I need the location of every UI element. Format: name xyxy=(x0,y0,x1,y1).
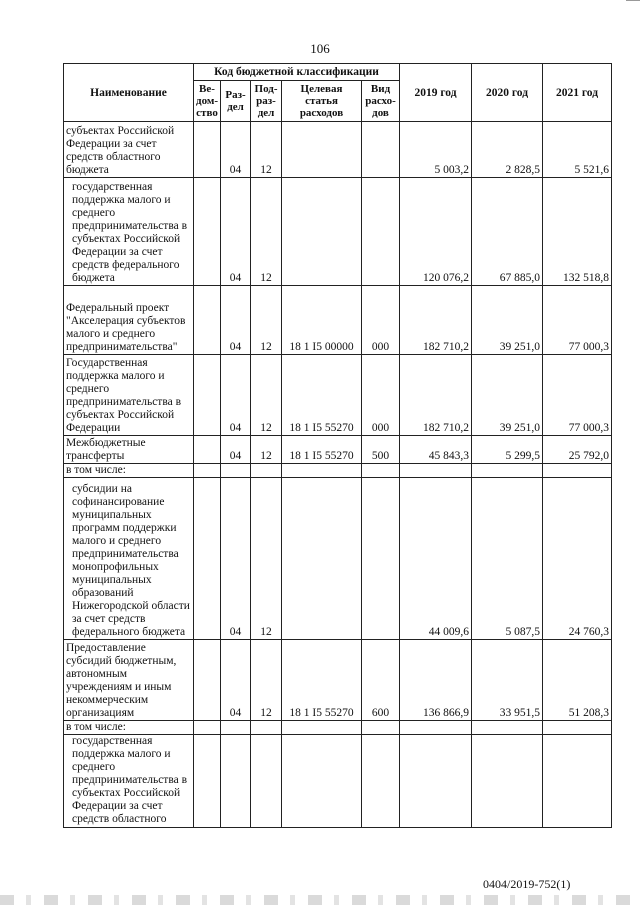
row-2021: 25 792,0 xyxy=(543,436,612,464)
row-target xyxy=(282,178,362,286)
row-2020: 2 828,5 xyxy=(472,122,543,178)
row-vedomstvo xyxy=(194,122,221,178)
row-razdel xyxy=(221,721,251,735)
row-razdel xyxy=(221,464,251,478)
row-vid xyxy=(362,735,400,828)
row-2020: 67 885,0 xyxy=(472,178,543,286)
row-podrazdel: 12 xyxy=(251,436,282,464)
budget-code-header: Код бюджетной классификации xyxy=(194,64,400,81)
row-name: Межбюджетные трансферты xyxy=(64,436,194,464)
row-vid: 000 xyxy=(362,286,400,355)
row-2021: 5 521,6 xyxy=(543,122,612,178)
expense-type-header: Вид расхо- дов xyxy=(362,81,400,122)
row-razdel: 04 xyxy=(221,355,251,436)
table-row xyxy=(64,478,612,640)
row-target: 18 1 I5 55270 xyxy=(282,640,362,721)
row-podrazdel: 12 xyxy=(251,640,282,721)
table-row xyxy=(64,355,612,436)
name-column-header: Наименование xyxy=(64,64,194,122)
row-razdel: 04 xyxy=(221,640,251,721)
row-2019: 45 843,3 xyxy=(400,436,472,464)
row-vedomstvo xyxy=(194,721,221,735)
row-razdel: 04 xyxy=(221,478,251,640)
table-row xyxy=(64,721,612,735)
budget-table xyxy=(63,63,612,828)
row-name: государственная поддержка малого и среднего предпринимательства в субъектах Российской Федерации за счет средств федерального бюджета xyxy=(64,178,194,286)
row-vedomstvo xyxy=(194,178,221,286)
row-2021: 77 000,3 xyxy=(543,355,612,436)
row-2019 xyxy=(400,721,472,735)
row-2021: 51 208,3 xyxy=(543,640,612,721)
podrazdel-header: Под- раз- дел xyxy=(251,81,282,122)
row-vid xyxy=(362,178,400,286)
row-2019: 182 710,2 xyxy=(400,286,472,355)
row-2020: 33 951,5 xyxy=(472,640,543,721)
row-2019: 136 866,9 xyxy=(400,640,472,721)
row-2020: 39 251,0 xyxy=(472,286,543,355)
row-vid xyxy=(362,464,400,478)
row-2019: 44 009,6 xyxy=(400,478,472,640)
row-2019 xyxy=(400,735,472,828)
table-row xyxy=(64,286,612,355)
row-name: в том числе: xyxy=(64,464,194,478)
row-2020: 5 087,5 xyxy=(472,478,543,640)
row-vedomstvo xyxy=(194,735,221,828)
row-2020: 39 251,0 xyxy=(472,355,543,436)
row-vedomstvo xyxy=(194,436,221,464)
scan-artifact-strip xyxy=(0,895,640,905)
row-2019: 5 003,2 xyxy=(400,122,472,178)
row-target: 18 1 I5 00000 xyxy=(282,286,362,355)
row-vedomstvo xyxy=(194,355,221,436)
row-2021 xyxy=(543,464,612,478)
row-vid xyxy=(362,478,400,640)
row-razdel: 04 xyxy=(221,286,251,355)
row-name: Предоставление субсидий бюджетным, автономным учреждениям и иным некоммерческим организациям xyxy=(64,640,194,721)
row-razdel: 04 xyxy=(221,436,251,464)
row-vid: 000 xyxy=(362,355,400,436)
page-number: 106 xyxy=(310,41,330,56)
row-2020 xyxy=(472,464,543,478)
row-vedomstvo xyxy=(194,478,221,640)
row-podrazdel: 12 xyxy=(251,178,282,286)
row-name: государственная поддержка малого и среднего предпринимательства в субъектах Российской Федерации за счет средств областного xyxy=(64,735,194,828)
row-2019: 120 076,2 xyxy=(400,178,472,286)
row-razdel: 04 xyxy=(221,122,251,178)
row-razdel: 04 xyxy=(221,178,251,286)
row-2019 xyxy=(400,464,472,478)
row-name: субъектах Российской Федерации за счет средств областного бюджета xyxy=(64,122,194,178)
table-row xyxy=(64,122,612,178)
row-podrazdel: 12 xyxy=(251,355,282,436)
row-podrazdel xyxy=(251,464,282,478)
table-row xyxy=(64,178,612,286)
row-2021: 132 518,8 xyxy=(543,178,612,286)
row-podrazdel xyxy=(251,735,282,828)
row-name: в том числе: xyxy=(64,721,194,735)
row-podrazdel xyxy=(251,721,282,735)
year-2021-header: 2021 год xyxy=(543,64,612,122)
row-name: субсидии на софинансирование муниципальных программ поддержки малого и среднего предпринимательства монопрофильных муниципальных образований Нижегородской области за счет средств федерального бюджета xyxy=(64,478,194,640)
row-2021: 77 000,3 xyxy=(543,286,612,355)
row-target xyxy=(282,721,362,735)
row-2020 xyxy=(472,721,543,735)
vedomstvo-header: Ве- дом- ство xyxy=(194,81,221,122)
row-vedomstvo xyxy=(194,286,221,355)
table-row xyxy=(64,735,612,828)
row-razdel xyxy=(221,735,251,828)
razdel-header: Раз- дел xyxy=(221,81,251,122)
row-2020: 5 299,5 xyxy=(472,436,543,464)
row-podrazdel: 12 xyxy=(251,286,282,355)
row-podrazdel: 12 xyxy=(251,478,282,640)
row-podrazdel: 12 xyxy=(251,122,282,178)
row-target: 18 1 I5 55270 xyxy=(282,355,362,436)
row-2021: 24 760,3 xyxy=(543,478,612,640)
table-row xyxy=(64,436,612,464)
target-article-header: Целевая статья расходов xyxy=(282,81,362,122)
table-row xyxy=(64,640,612,721)
row-2021 xyxy=(543,735,612,828)
year-2019-header: 2019 год xyxy=(400,64,472,122)
row-vedomstvo xyxy=(194,640,221,721)
row-2019: 182 710,2 xyxy=(400,355,472,436)
row-2021 xyxy=(543,721,612,735)
row-vid xyxy=(362,122,400,178)
row-vid: 600 xyxy=(362,640,400,721)
row-vedomstvo xyxy=(194,464,221,478)
table-row xyxy=(64,464,612,478)
row-target xyxy=(282,122,362,178)
year-2020-header: 2020 год xyxy=(472,64,543,122)
row-2020 xyxy=(472,735,543,828)
scan-edge-mark xyxy=(626,0,640,1)
document-code: 0404/2019-752(1) xyxy=(483,877,571,891)
row-name: Федеральный проект "Акселерация субъектов малого и среднего предпринимательства" xyxy=(64,286,194,355)
row-name: Государственная поддержка малого и среднего предпринимательства в субъектах Российской Федерации xyxy=(64,355,194,436)
row-vid xyxy=(362,721,400,735)
row-target: 18 1 I5 55270 xyxy=(282,436,362,464)
row-target xyxy=(282,464,362,478)
row-target xyxy=(282,478,362,640)
row-target xyxy=(282,735,362,828)
row-vid: 500 xyxy=(362,436,400,464)
